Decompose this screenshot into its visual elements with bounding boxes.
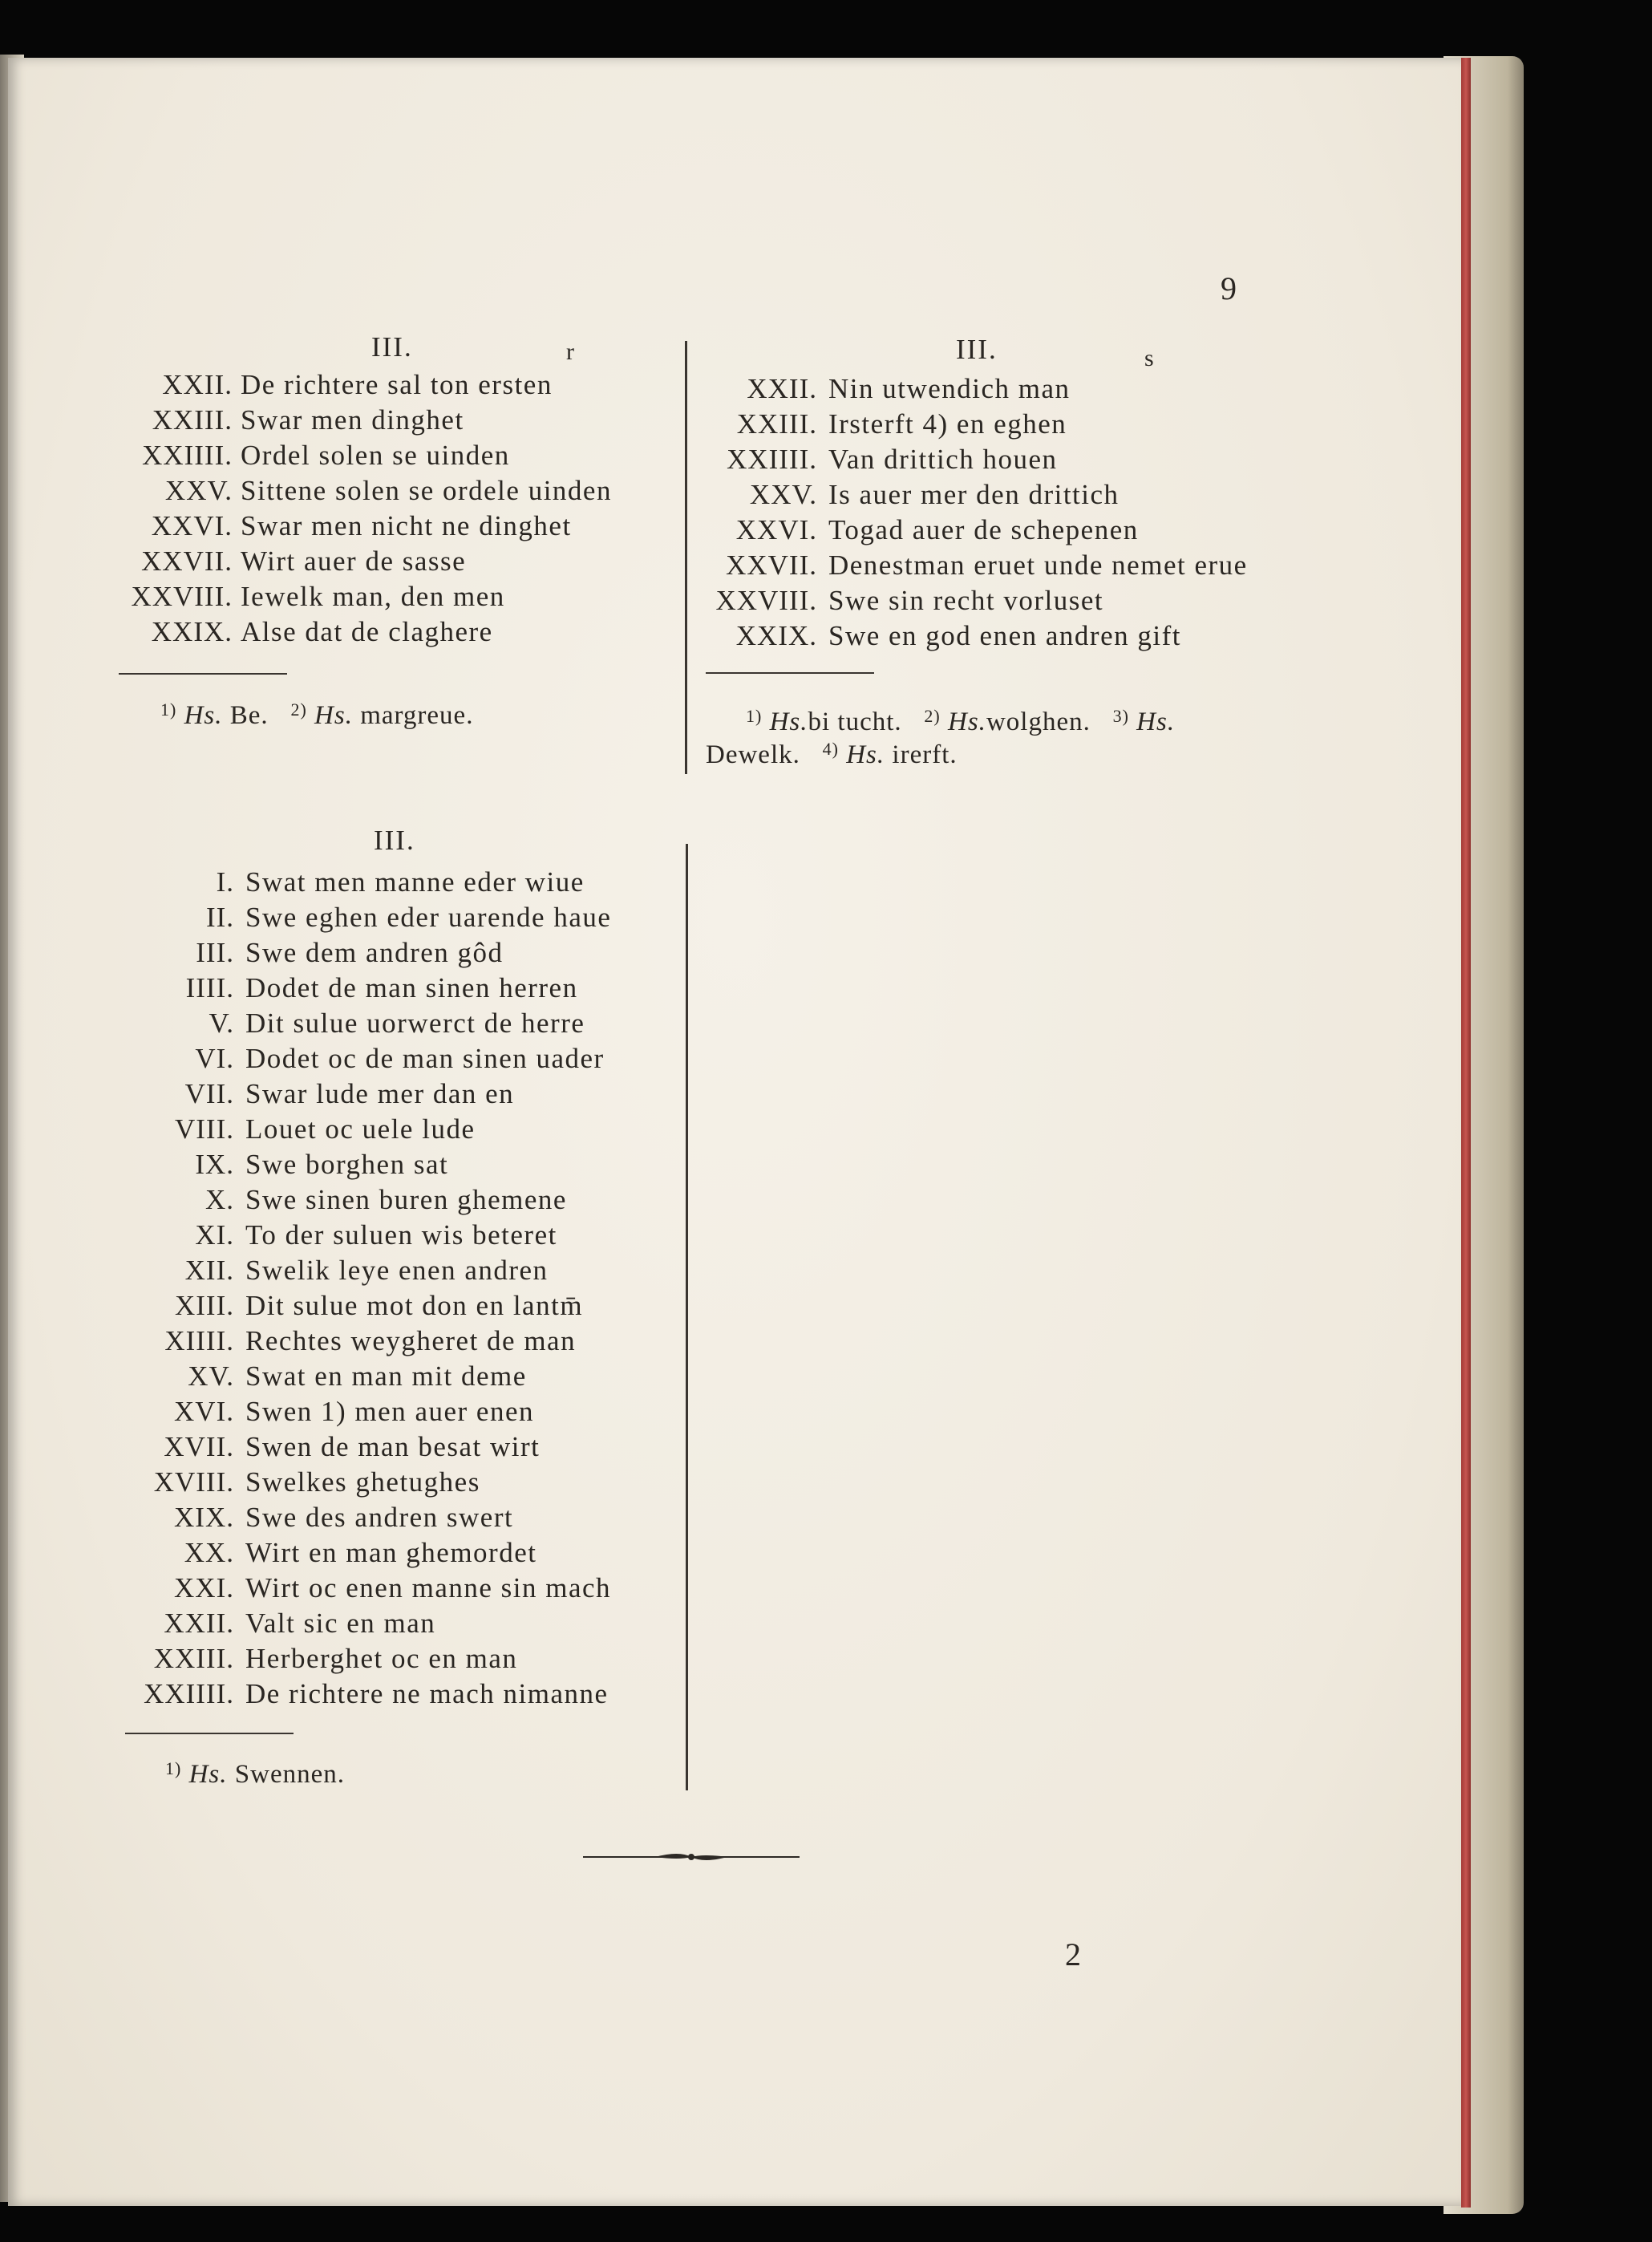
toc-title: Swar men nicht ne dinghet — [241, 510, 572, 541]
toc-entry — [0, 1255, 658, 1290]
toc-title: Alse dat de claghere — [241, 616, 493, 647]
footnote-rule-bottom-left — [125, 1733, 294, 1734]
toc-number: XIX. — [174, 1502, 234, 1533]
footnote-hs: Hs. — [948, 707, 986, 736]
footnote-text: irerft. — [892, 740, 958, 769]
footnote-hs: Hs. — [314, 701, 353, 730]
toc-number: VII. — [184, 1078, 234, 1109]
toc-number: XIIII. — [164, 1325, 234, 1356]
toc-number: XXII. — [747, 373, 817, 404]
toc-entry — [0, 1572, 658, 1608]
footnote-hs: Hs. — [184, 701, 223, 730]
footnote-text: Swennen. — [234, 1760, 345, 1789]
toc-number: XVIII. — [153, 1466, 234, 1498]
toc-entry — [0, 1431, 658, 1466]
toc-number: II. — [205, 902, 234, 933]
footnote-text: margreue. — [360, 701, 474, 730]
toc-entry — [0, 902, 658, 937]
footnote-hs: Hs. — [188, 1760, 228, 1789]
toc-title: Louet oc uele lude — [245, 1113, 476, 1145]
toc-entry — [0, 866, 658, 902]
toc-number: XXVI. — [151, 510, 233, 541]
toc-number: VIII. — [175, 1113, 234, 1145]
toc-entry — [0, 585, 1283, 620]
toc-entry — [0, 1643, 658, 1678]
footnotes-top-left — [160, 699, 473, 731]
toc-title: Swe dem andren gôd — [245, 937, 504, 968]
toc-number: XXII. — [164, 1608, 234, 1639]
toc-title: Dodet de man sinen herren — [245, 972, 578, 1003]
toc-number: XXVI. — [735, 514, 817, 545]
footnote-hs: Hs. — [1136, 707, 1176, 736]
footnotes-top-right-line2 — [706, 739, 958, 770]
toc-entry — [0, 1502, 658, 1537]
footnote-marker: 1) — [165, 1758, 182, 1778]
footnote-marker: 2) — [924, 706, 941, 726]
toc-title: Swe en god enen andren gift — [828, 620, 1181, 651]
toc-title: Swe des andren swert — [245, 1502, 514, 1533]
toc-entry — [0, 1466, 658, 1502]
toc-title: Swe borghen sat — [245, 1149, 449, 1180]
toc-entry — [0, 1078, 658, 1113]
toc-number: XXVIII. — [715, 585, 817, 616]
toc-entry — [0, 549, 1283, 585]
toc-number: XXIX. — [151, 616, 233, 647]
toc-number: XXIII. — [153, 1643, 234, 1674]
signature-letter-s: s — [1144, 345, 1154, 371]
toc-number: XXVIII. — [131, 581, 233, 612]
toc-title: Denestman eruet unde nemet erue — [828, 549, 1248, 581]
toc-title: Sittene solen se ordele uinden — [241, 475, 612, 506]
toc-entry — [0, 1184, 658, 1219]
toc-title: Swe sinen buren ghemene — [245, 1184, 567, 1215]
toc-title: Wirt en man ghemordet — [245, 1537, 537, 1568]
section-heading-top-right: III. — [956, 334, 998, 365]
toc-number: I. — [216, 866, 234, 898]
toc-title: Dit sulue uorwerct de herre — [245, 1007, 585, 1039]
footnote-marker: 4) — [822, 739, 839, 759]
toc-title: Irsterft 4) en eghen — [828, 408, 1067, 440]
toc-title: Swe sin recht vorluset — [828, 585, 1104, 616]
footnote-rule-top-right — [706, 672, 874, 674]
toc-entry — [0, 972, 658, 1007]
toc-entry — [0, 1678, 658, 1713]
footnote-text: wolghen. — [986, 707, 1091, 736]
toc-number: XXIII. — [152, 404, 233, 436]
toc-number: X. — [204, 1184, 234, 1215]
toc-number: XX. — [184, 1537, 234, 1568]
toc-entry — [0, 1396, 658, 1431]
toc-number: XIII. — [175, 1290, 234, 1321]
toc-entry — [0, 1537, 658, 1572]
signature-letter-r: r — [566, 339, 574, 365]
footnote-hs: Hs. — [846, 740, 885, 769]
toc-title: Wirt auer de sasse — [241, 545, 467, 577]
toc-number: VI. — [195, 1043, 234, 1074]
toc-title: De richtere ne mach nimanne — [245, 1678, 609, 1709]
toc-entry — [0, 1007, 658, 1043]
footnotes-top-right — [746, 706, 1175, 737]
toc-number: XXIIII. — [144, 1678, 234, 1709]
section-heading-top-left: III. — [371, 331, 413, 363]
toc-title: Swelik leye enen andren — [245, 1255, 549, 1286]
toc-entry — [0, 620, 1283, 655]
toc-title: Swar men dinghet — [241, 404, 464, 436]
toc-number: XXIII. — [736, 408, 817, 440]
toc-entry — [0, 1360, 658, 1396]
toc-number: XV. — [188, 1360, 234, 1392]
toc-number: IX. — [195, 1149, 234, 1180]
toc-entry — [0, 1325, 658, 1360]
toc-number: XVI. — [174, 1396, 234, 1427]
toc-number: V. — [209, 1007, 234, 1039]
toc-entry — [0, 1043, 658, 1078]
page-number: 9 — [1221, 270, 1237, 306]
toc-title: Dit sulue mot don en lantm̄ — [245, 1290, 584, 1321]
footnote-marker: 3) — [1112, 706, 1129, 726]
toc-number: III. — [196, 937, 234, 968]
toc-entry — [0, 937, 658, 972]
toc-number: XXVII. — [141, 545, 233, 577]
toc-number: XXIIII. — [142, 440, 233, 471]
toc-title: Iewelk man, den men — [241, 581, 505, 612]
toc-title: Swen 1) men auer enen — [245, 1396, 534, 1427]
toc-title: Rechtes weygheret de man — [245, 1325, 577, 1356]
toc-entry — [0, 1290, 658, 1325]
footnote-marker: 1) — [160, 699, 177, 720]
toc-title: Nin utwendich man — [828, 373, 1071, 404]
toc-entry — [0, 444, 1283, 479]
toc-title: Wirt oc enen manne sin mach — [245, 1572, 612, 1603]
footnotes-bottom-left — [165, 1758, 345, 1790]
toc-number: XVII. — [164, 1431, 234, 1462]
footnote-text: Dewelk. — [706, 740, 800, 769]
red-page-edge — [1461, 58, 1471, 2208]
toc-number: XXIIII. — [727, 444, 817, 475]
toc-title: Swat en man mit deme — [245, 1360, 527, 1392]
toc-number: XXV. — [164, 475, 233, 506]
toc-number: XXII. — [162, 369, 233, 400]
toc-entry — [0, 479, 1283, 514]
toc-title: Herberghet oc en man — [245, 1643, 518, 1674]
toc-title: De richtere sal ton ersten — [241, 369, 553, 400]
toc-title: Is auer mer den drittich — [828, 479, 1120, 510]
toc-title: Valt sic en man — [245, 1608, 436, 1639]
toc-number: XXIX. — [735, 620, 817, 651]
footnote-marker: 2) — [290, 699, 307, 720]
toc-title: Swe eghen eder uarende haue — [245, 902, 612, 933]
toc-number: IIII. — [185, 972, 234, 1003]
footnote-rule-top-left — [119, 673, 287, 675]
ornament-divider — [583, 1847, 800, 1867]
toc-number: XII. — [184, 1255, 234, 1286]
footnote-marker: 1) — [746, 706, 763, 726]
toc-title: Togad auer de schepenen — [828, 514, 1139, 545]
footnote-text: Be. — [229, 701, 269, 730]
toc-number: XXI. — [174, 1572, 234, 1603]
section-heading-bottom-left: III. — [374, 825, 415, 856]
toc-title: To der suluen wis beteret — [245, 1219, 557, 1251]
toc-title: Van drittich houen — [828, 444, 1058, 475]
toc-title: Dodet oc de man sinen uader — [245, 1043, 605, 1074]
toc-number: XI. — [195, 1219, 234, 1251]
toc-title: Swelkes ghetughes — [245, 1466, 480, 1498]
toc-title: Swen de man besat wirt — [245, 1431, 541, 1462]
toc-title: Ordel solen se uinden — [241, 440, 510, 471]
signature-number: 2 — [1065, 1936, 1082, 1972]
toc-number: XXVII. — [726, 549, 817, 581]
toc-title: Swar lude mer dan en — [245, 1078, 515, 1109]
toc-title: Swat men manne eder wiue — [245, 866, 585, 898]
column-divider-bottom — [686, 844, 688, 1790]
toc-entry — [0, 373, 1283, 408]
toc-entry — [0, 514, 1283, 549]
footnote-text: bi tucht. — [808, 707, 902, 736]
toc-entry — [0, 1219, 658, 1255]
footnote-hs: Hs. — [769, 707, 808, 736]
toc-number: XXV. — [749, 479, 817, 510]
toc-entry — [0, 1113, 658, 1149]
toc-entry — [0, 1149, 658, 1184]
toc-entry — [0, 1608, 658, 1643]
toc-entry — [0, 408, 1283, 444]
